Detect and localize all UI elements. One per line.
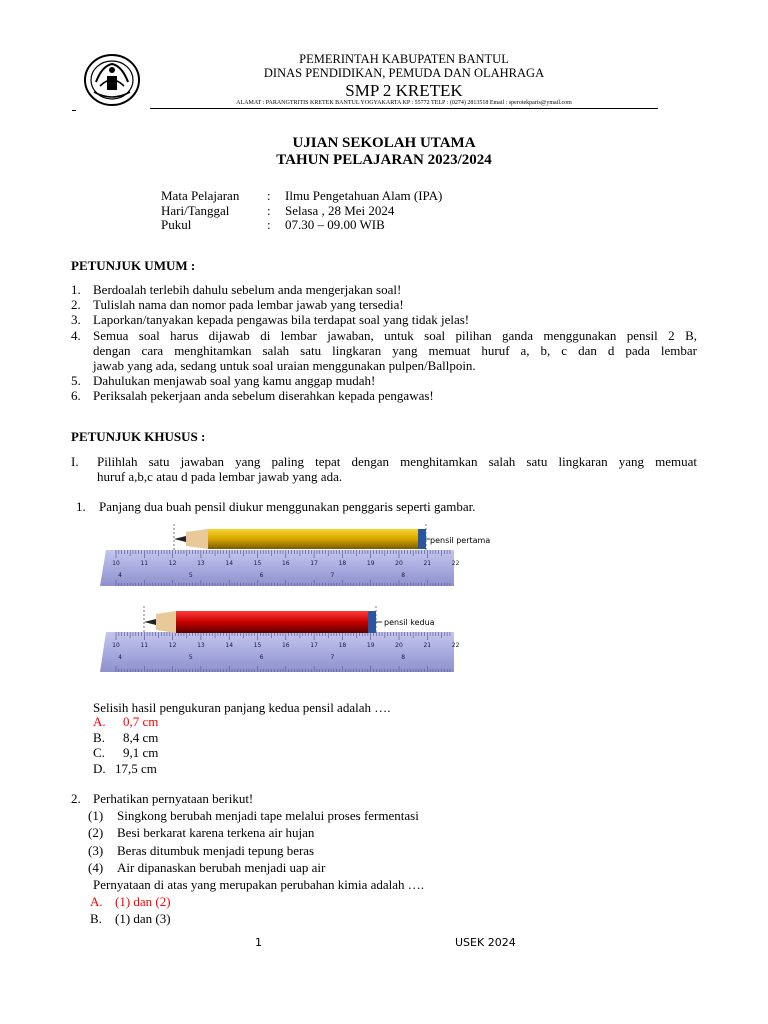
department-header: DINAS PENDIDIKAN, PEMUDA DAN OLAHRAGA <box>263 66 545 80</box>
pencil-second-label: pensil kedua <box>384 618 435 627</box>
ruler-cm-label: 22 <box>451 560 460 567</box>
option-text: 17,5 cm <box>115 761 157 776</box>
instruction-text: Pilihlah satu jawaban yang paling tepat dengan menghitamkan salah satu lingkaran yang memuat <box>97 454 697 469</box>
list-number: 4. <box>71 328 81 343</box>
pencil-first <box>174 524 430 552</box>
page-number: 1 <box>255 936 262 949</box>
list-number: I. <box>71 454 79 469</box>
option-label: D. <box>93 761 106 776</box>
option-label: A. <box>90 894 103 909</box>
ruler-cm-label: 12 <box>168 642 177 649</box>
ruler-cm-label: 21 <box>423 560 432 567</box>
option-text: 8,4 cm <box>123 730 159 745</box>
meta-value: Selasa , 28 Mei 2024 <box>285 203 395 218</box>
statement-number: (1) <box>88 808 104 823</box>
ruler-cm-label: 14 <box>225 642 234 649</box>
list-item-continued: dengan cara menghitamkan salah satu lingkaran yang memuat huruf a, b, c dan d pada lembar <box>93 343 697 358</box>
statement-text: Singkong berubah menjadi tape melalui proses fermentasi <box>117 808 419 823</box>
option-text: 0,7 cm <box>123 714 159 729</box>
statement-text: Besi berkarat karena terkena air hujan <box>117 825 315 840</box>
list-item: Berdoalah terlebih dahulu sebelum anda mengerjakan soal! <box>93 282 402 297</box>
ruler-cm-label: 13 <box>197 560 205 567</box>
ruler-inch-label: 8 <box>401 572 406 579</box>
list-number: 2. <box>71 297 81 312</box>
ruler-cm-label: 17 <box>310 642 318 649</box>
statement-number: (3) <box>88 843 104 858</box>
instruction-text-continued: huruf a,b,c atau d pada lembar jawab yang ada. <box>97 469 343 484</box>
question-text: Panjang dua buah pensil diukur menggunakan penggaris seperti gambar. <box>99 499 476 514</box>
school-name: SMP 2 KRETEK <box>345 81 463 100</box>
option-label: A. <box>93 714 106 729</box>
question-number: 2. <box>71 791 81 806</box>
ruler-inch-label: 8 <box>401 654 406 661</box>
list-number: 3. <box>71 312 81 327</box>
ruler-bottom <box>100 632 460 672</box>
list-number: 1. <box>71 282 81 297</box>
ruler-cm-label: 13 <box>197 642 205 649</box>
ruler-cm-label: 20 <box>395 560 403 567</box>
meta-sep: : <box>267 188 271 203</box>
option-text: (1) dan (2) <box>115 894 171 909</box>
statement-number: (2) <box>88 825 104 840</box>
ruler-inch-label: 5 <box>188 572 193 579</box>
general-instructions-heading: PETUNJUK UMUM : <box>71 258 196 273</box>
ruler-cm-label: 10 <box>112 560 120 567</box>
exam-title: UJIAN SEKOLAH UTAMA <box>292 135 476 151</box>
exam-year: TAHUN PELAJARAN 2023/2024 <box>276 152 492 168</box>
list-item: Periksalah pekerjaan anda sebelum diserahkan kepada pengawas! <box>93 388 434 403</box>
school-seal-logo <box>82 52 142 108</box>
list-number: 5. <box>71 373 81 388</box>
meta-value: 07.30 – 09.00 WIB <box>285 217 385 232</box>
question-text: Perhatikan pernyataan berikut! <box>93 791 254 806</box>
ruler-inch-label: 7 <box>330 572 335 579</box>
statement-number: (4) <box>88 860 104 875</box>
meta-label: Hari/Tanggal <box>161 203 230 218</box>
header-divider <box>150 108 658 109</box>
option-label: B. <box>90 911 102 926</box>
ruler-cm-label: 15 <box>253 560 262 567</box>
school-address: ALAMAT : PARANGTRITIS KRETEK BANTUL YOGYAKARTA KP : 55772 TELP : (0274) 2813518 Email : sperotekparis@ymail.com <box>236 100 572 106</box>
question-prompt: Pernyataan di atas yang merupakan perubahan kimia adalah …. <box>93 877 425 892</box>
ruler-inch-label: 5 <box>188 654 193 661</box>
option-label: C. <box>93 745 105 760</box>
statement-text: Air dipanaskan berubah menjadi uap air <box>117 860 326 875</box>
ruler-inch-label: 7 <box>330 654 335 661</box>
list-item: Laporkan/tanyakan kepada pengawas bila terdapat soal yang tidak jelas! <box>93 312 470 327</box>
ruler-inch-label: 4 <box>118 654 122 661</box>
meta-sep: : <box>267 203 271 218</box>
ruler-cm-label: 21 <box>423 642 432 649</box>
ruler-cm-label: 15 <box>253 642 262 649</box>
list-item: Semua soal harus dijawab di lembar jawaban, untuk soal pilihan ganda menggunakan pensil 2 B, <box>93 328 697 343</box>
question-prompt: Selisih hasil pengukuran panjang kedua pensil adalah …. <box>93 700 391 715</box>
ruler-cm-label: 12 <box>168 560 177 567</box>
question-number: 1. <box>76 499 86 514</box>
ruler-top <box>100 550 460 586</box>
ruler-cm-label: 11 <box>140 560 149 567</box>
ruler-cm-label: 16 <box>281 560 290 567</box>
list-item: Tulislah nama dan nomor pada lembar jawab yang tersedia! <box>93 297 404 312</box>
ruler-cm-label: 19 <box>366 560 375 567</box>
ruler-cm-label: 17 <box>310 560 318 567</box>
ruler-cm-label: 22 <box>451 642 460 649</box>
ruler-cm-label: 18 <box>338 560 347 567</box>
pencil-ruler-figure <box>100 522 491 686</box>
ruler-inch-label: 4 <box>118 572 122 579</box>
statement-text: Beras ditumbuk menjadi tepung beras <box>117 843 315 858</box>
header-mark <box>72 110 76 111</box>
ruler-inch-label: 6 <box>259 572 264 579</box>
ruler-cm-label: 11 <box>140 642 149 649</box>
option-text: (1) dan (3) <box>115 911 171 926</box>
option-label: B. <box>93 730 105 745</box>
ruler-cm-label: 14 <box>225 560 234 567</box>
option-text: 9,1 cm <box>123 745 159 760</box>
ruler-cm-label: 16 <box>281 642 290 649</box>
ruler-cm-label: 10 <box>112 642 120 649</box>
meta-value: Ilmu Pengetahuan Alam (IPA) <box>285 188 443 203</box>
meta-sep: : <box>267 217 271 232</box>
pencil-first-label: pensil pertama <box>430 536 491 545</box>
list-item: Dahulukan menjawab soal yang kamu anggap mudah! <box>93 373 376 388</box>
ruler-cm-label: 18 <box>338 642 347 649</box>
ruler-cm-label: 20 <box>395 642 403 649</box>
ruler-inch-label: 6 <box>259 654 264 661</box>
ruler-cm-label: 19 <box>366 642 375 649</box>
list-item-continued: jawab yang ada, sedang untuk soal uraian menggunakan pulpen/Ballpoin. <box>93 358 476 373</box>
meta-label: Pukul <box>161 217 192 232</box>
government-header: PEMERINTAH KABUPATEN BANTUL <box>299 52 509 66</box>
pencil-second <box>144 606 382 634</box>
footer-code: USEK 2024 <box>455 936 516 949</box>
list-number: 6. <box>71 388 81 403</box>
special-instructions-heading: PETUNJUK KHUSUS : <box>71 429 206 444</box>
meta-label: Mata Pelajaran <box>161 188 240 203</box>
